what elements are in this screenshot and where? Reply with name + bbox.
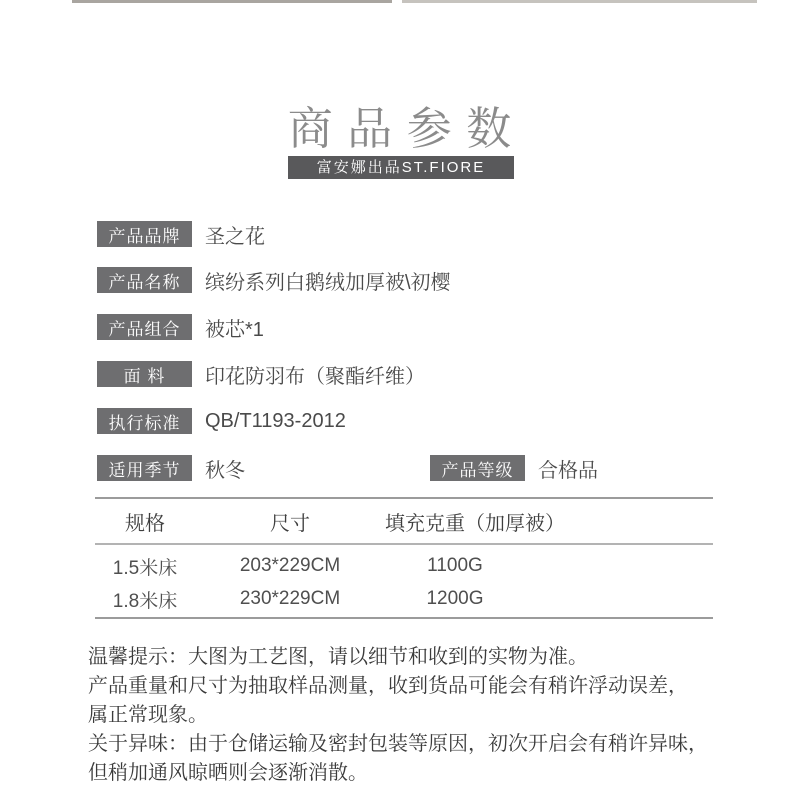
cell-size-2: 230*229CM: [239, 588, 341, 609]
notes-section: [88, 643, 738, 788]
cell-weight-1: 1100G: [427, 555, 483, 576]
spec-label-fabric: 面 料: [97, 361, 192, 387]
size-table: [95, 497, 713, 619]
cell-size-1: 203*229CM: [239, 555, 341, 576]
cell-filler-1: [525, 544, 713, 581]
table-row: [95, 544, 713, 581]
table-row: [95, 581, 713, 618]
spec-row-brand: [97, 221, 757, 247]
page-title: 商 品 参 数: [287, 103, 513, 154]
spec-value-season: 秋冬: [205, 459, 245, 482]
top-divider-right: [402, 0, 757, 3]
size-table-header-row: [95, 498, 713, 544]
spec-row-fabric: [97, 361, 757, 387]
spec-value-standard: QB/T1193-2012: [205, 409, 346, 432]
col-header-size: 尺寸: [195, 498, 385, 544]
note-line-odor-2: 但稍加通风晾晒则会逐渐消散。: [88, 762, 368, 784]
spec-label-season: 适用季节: [97, 455, 192, 481]
spec-pair-grade: [430, 455, 598, 481]
spec-value-grade: 合格品: [538, 459, 598, 482]
spec-label-brand: 产品品牌: [97, 221, 192, 247]
cell-weight-2: 1200G: [426, 588, 484, 609]
spec-value-fabric: 印花防羽布（聚酯纤维）: [205, 365, 425, 388]
cell-spec-2: 1.8米床: [112, 590, 178, 612]
spec-value-combination: 被芯*1: [205, 318, 264, 341]
brand-bar: 富安娜出品ST.FIORE: [288, 156, 514, 179]
spec-label-product-name: 产品名称: [97, 267, 192, 293]
spec-value-product-name: 缤纷系列白鹅绒加厚被\初樱: [205, 271, 451, 294]
note-line-warm-tip: 温馨提示：大图为工艺图，请以细节和收到的实物为准。: [88, 646, 588, 668]
spec-row-season-grade: [97, 455, 757, 481]
spec-value-brand: 圣之花: [205, 225, 265, 248]
cell-spec-1: 1.5米床: [112, 557, 178, 579]
cell-filler-2: [525, 581, 713, 618]
col-header-fill-weight: 填充克重（加厚被）: [385, 498, 525, 544]
note-line-measure-1: 产品重量和尺寸为抽取样品测量，收到货品可能会有稍许浮动误差，: [88, 675, 688, 697]
col-header-spec: 规格: [95, 498, 195, 544]
top-divider-left: [72, 0, 392, 3]
spec-row-standard: [97, 408, 757, 434]
spec-label-combination: 产品组合: [97, 314, 192, 340]
spec-row-combination: [97, 314, 757, 340]
note-line-measure-2: 属正常现象。: [88, 704, 208, 726]
spec-row-product-name: [97, 267, 757, 293]
note-line-odor-1: 关于异味：由于仓储运输及密封包装等原因，初次开启会有稍许异味，: [88, 733, 708, 755]
spec-label-standard: 执行标准: [97, 408, 192, 434]
spec-label-grade: 产品等级: [430, 455, 525, 481]
